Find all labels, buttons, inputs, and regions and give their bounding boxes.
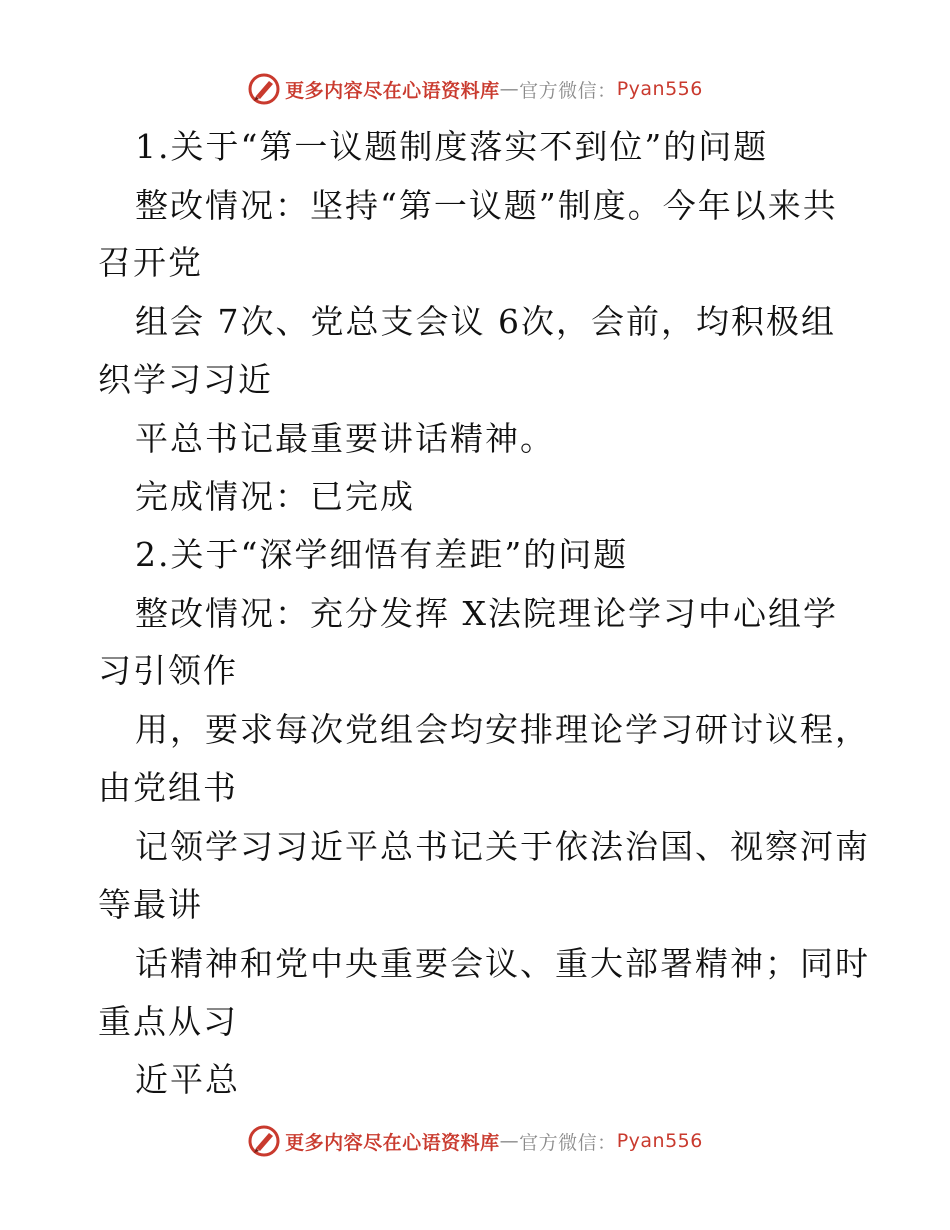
text-line: 召开党	[98, 243, 203, 282]
watermark-account: Pyan556	[616, 78, 703, 100]
watermark-separator: —	[499, 1130, 520, 1152]
text-line: 记领学习习近平总书记关于依法治国、视察河南	[135, 827, 870, 866]
text-line: 1.关于“第一议题制度落实不到位”的问题	[135, 127, 769, 166]
watermark-brand: 更多内容尽在心语资料库	[285, 79, 500, 102]
watermark-label: 官方微信：	[519, 1131, 617, 1154]
watermark-brand: 更多内容尽在心语资料库	[285, 1131, 500, 1154]
text-line: 用，要求每次党组会均安排理论学习研讨议程，	[135, 710, 870, 749]
text-line: 近平总	[135, 1060, 240, 1099]
text-line: 织学习习近	[98, 360, 273, 399]
pen-logo-icon	[247, 72, 281, 106]
text-line: 完成情况：已完成	[135, 477, 415, 516]
footer-watermark	[0, 1124, 950, 1158]
text-line: 整改情况：充分发挥 X法院理论学习中心组学	[135, 594, 838, 633]
watermark-label: 官方微信：	[519, 79, 617, 102]
pen-logo-icon	[247, 1124, 281, 1158]
text-line: 平总书记最重要讲话精神。	[135, 419, 555, 458]
text-line: 由党组书	[98, 768, 238, 807]
text-line: 整改情况：坚持“第一议题”制度。今年以来共	[135, 186, 838, 225]
watermark-account: Pyan556	[616, 1130, 703, 1152]
text-line: 习引领作	[98, 651, 238, 690]
watermark-separator: —	[499, 78, 520, 100]
text-line: 2.关于“深学细悟有差距”的问题	[135, 535, 629, 574]
header-watermark	[0, 72, 950, 106]
text-line: 组会 7次、党总支会议 6次，会前，均积极组	[135, 302, 836, 341]
text-line: 话精神和党中央重要会议、重大部署精神；同时	[135, 944, 870, 983]
text-line: 等最讲	[98, 885, 203, 924]
text-line: 重点从习	[98, 1002, 238, 1041]
